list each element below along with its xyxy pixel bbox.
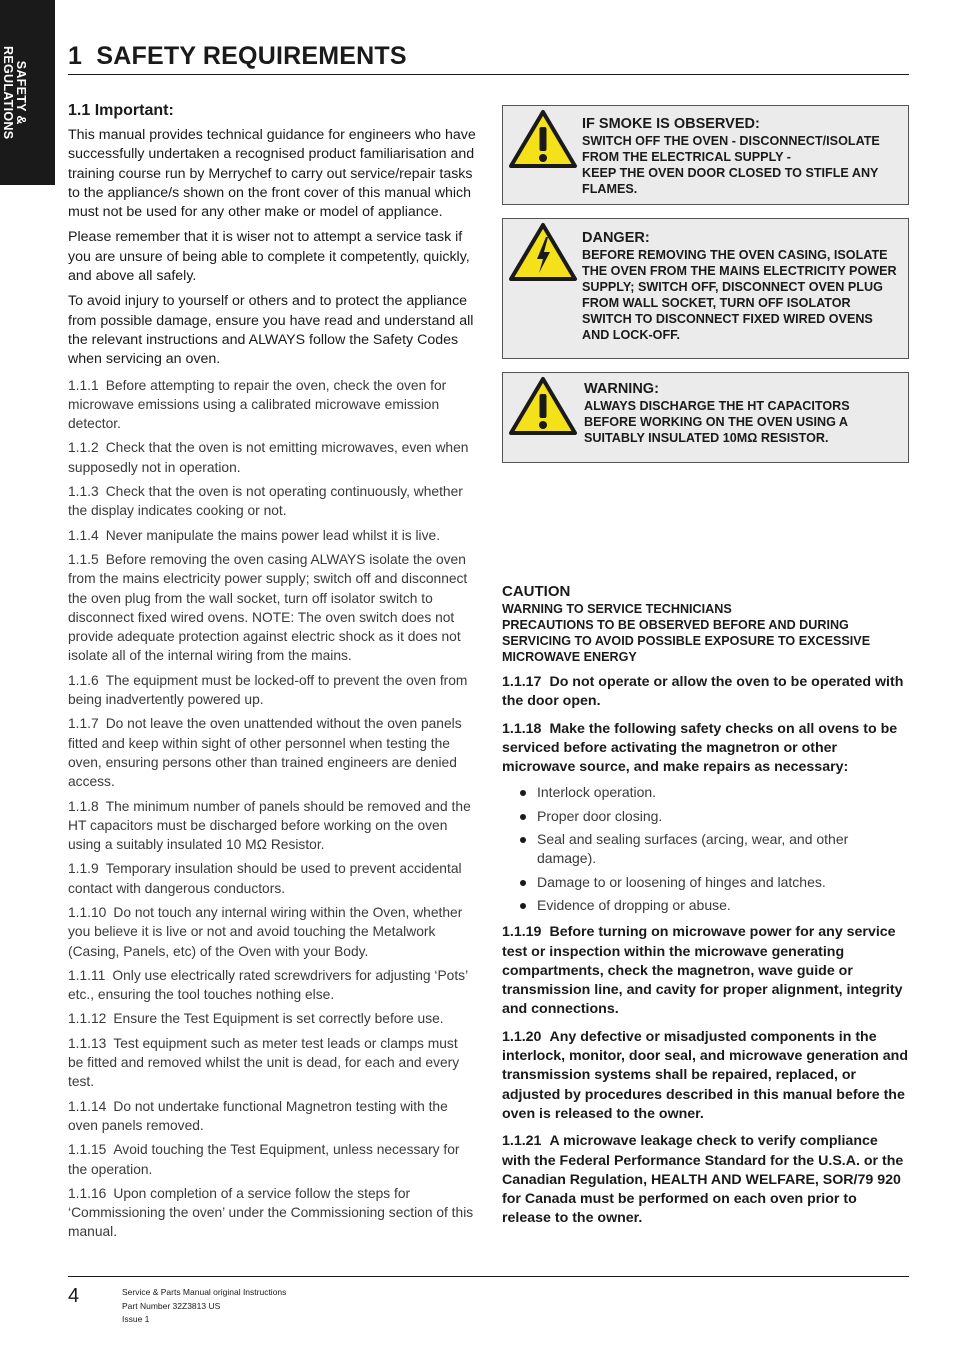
item-number: 1.1.15: [68, 1142, 107, 1158]
intro-paragraph: To avoid injury to yourself or others and to protect the appliance from possible damage, ensure you have read and understand all the relevant instructions and ALWAYS follow the Safety Codes when servicing an oven.: [68, 293, 474, 368]
requirement-item: [68, 1184, 476, 1242]
list-item: [502, 873, 909, 892]
item-number: 1.1.13: [68, 1035, 107, 1051]
footer-line: Part Number 32Z3813 US: [122, 1300, 221, 1311]
important-section: [68, 102, 476, 1247]
rule-item: [502, 1028, 909, 1124]
item-number: 1.1.11: [68, 967, 106, 983]
intro-paragraph: This manual provides technical guidance for engineers who have successfully undertaken a recognised product familiarisation and training course run by Merrychef to carry out service/repair tasks to the appliance/s shown on the front cover of this manual which must not be used for any other make or model of appliance.: [68, 127, 476, 221]
item-text: Temporary insulation should be used to prevent accidental contact with dangerous conductors.: [68, 861, 462, 896]
side-tab-label: SAFETY & REGULATIONS: [1, 46, 28, 140]
rule-text: Any defective or misadjusted components in the interlock, monitor, door seal, and microwave generation and transmission systems shall be repaired, replaced, or adjusted by procedures described in this manual before the oven is released to the owner.: [502, 1028, 909, 1122]
item-text: Before attempting to repair the oven, check the oven for microwave emissions using a calibrated microwave emission detector.: [68, 377, 447, 432]
exclamation-icon: [508, 109, 578, 174]
smoke-warning-text: [582, 116, 902, 197]
footer-info: [122, 1286, 286, 1327]
warning-line: BEFORE REMOVING THE OVEN CASING, ISOLATE THE OVEN FROM THE MAINS ELECTRICITY POWER SUPPLY; SWITCH OFF, DISCONNECT OVEN PLUG FROM WALL SOCKET, TURN OFF ISOLATOR SWITCH TO DISCONNECT FIXED WIRED OVENS AND LOCK-OFF.: [582, 248, 897, 342]
requirement-item: [68, 376, 476, 434]
rule-item: [502, 923, 909, 1019]
warning-title: IF SMOKE IS OBSERVED:: [582, 116, 760, 132]
requirement-item: [68, 1140, 476, 1179]
item-text: Do not touch any internal wiring within the Oven, whether you believe it is live or not and avoid touching the Metalwork (Casing, Panels, etc) of the Oven with your Body.: [68, 904, 463, 959]
item-number: 1.1.10: [68, 904, 107, 920]
footer-line: Service & Parts Manual original Instructions: [122, 1287, 287, 1297]
item-number: 1.1.4: [68, 527, 99, 543]
rule-text: Before turning on microwave power for any service test or inspection within the microwave generating compartments, check the magnetron, wave guide or transmission line, and cavity for proper alignment, integrity and connections.: [502, 924, 903, 1018]
title-divider: [68, 74, 909, 75]
requirement-item: [68, 1009, 476, 1028]
bullet-icon: [520, 790, 526, 796]
item-text: Only use electrically rated screwdrivers for adjusting ‘Pots’ etc., ensuring the tool touches nothing else.: [68, 967, 468, 1003]
check-text: Proper door closing.: [537, 807, 663, 824]
item-text: Before removing the oven casing ALWAYS isolate the oven from the mains electricity power supply; switch off and disconnect the oven plug from the wall socket, turn off isolator switch to disconnect fixed wired ovens. NOTE: The oven switch does not provide adequate protection against electric shock as it does not isolate all of the internal wiring from the mains.: [68, 551, 468, 664]
chapter-title: SAFETY REQUIREMENTS: [96, 42, 407, 70]
item-text: Check that the oven is not operating continuously, whether the display indicates cooking or not.: [68, 484, 463, 519]
requirement-item: [68, 482, 476, 521]
item-text: Check that the oven is not emitting microwaves, even when supposedly not in operation.: [68, 440, 469, 475]
requirement-item: [68, 714, 476, 791]
check-text: Seal and sealing surfaces (arcing, wear, and other damage).: [537, 831, 849, 867]
requirement-item: [68, 526, 476, 545]
footer-line: Issue 1: [122, 1314, 150, 1325]
danger-box: [502, 218, 909, 359]
requirement-item: [68, 1097, 476, 1136]
rule-text: Do not operate or allow the oven to be operated with the door open.: [502, 674, 904, 710]
side-section-tab: [0, 0, 55, 185]
list-item: [502, 896, 909, 915]
item-number: 1.1.12: [68, 1011, 107, 1027]
rule-text: Make the following safety checks on all ovens to be serviced before activating the magnetron or other microwave source, and make repairs as necessary:: [502, 720, 898, 776]
caution-line: PRECAUTIONS TO BE OBSERVED BEFORE AND DURING SERVICING TO AVOID POSSIBLE EXPOSURE TO EXCESSIVE MICROWAVE ENERGY: [502, 618, 871, 664]
capacitor-warning-text: [584, 381, 902, 446]
bullet-icon: [520, 814, 526, 820]
item-number: 1.1.3: [68, 484, 99, 500]
high-voltage-icon: [508, 222, 578, 287]
capacitor-warning-box: [502, 372, 909, 463]
rule-text: A microwave leakage check to verify compliance with the Federal Performance Standard for the U.S.A. or the Canadian Regulation, HEALTH AND WELFARE, SOR/79 920 for Canada must be performed on each oven prior to release to the owner.: [502, 1133, 904, 1227]
item-number: 1.1.7: [68, 716, 99, 732]
smoke-warning-box: [502, 105, 909, 205]
item-text: Do not undertake functional Magnetron testing with the oven panels removed.: [68, 1098, 448, 1133]
check-text: Evidence of dropping or abuse.: [537, 896, 731, 913]
rule-item: [502, 720, 909, 778]
list-item: [502, 807, 909, 826]
bullet-icon: [520, 837, 526, 843]
bullet-icon: [520, 880, 526, 886]
bullet-icon: [520, 903, 526, 909]
requirement-item: [68, 859, 476, 898]
item-number: 1.1.1: [68, 377, 99, 393]
item-text: Do not leave the oven unattended without the oven panels fitted and keep within sight of other personnel when testing the oven, ensuring persons other than trained engineers are denied access.: [68, 716, 462, 790]
check-text: Damage to or loosening of hinges and latches.: [537, 873, 826, 890]
item-text: Test equipment such as meter test leads or clamps must be fitted and removed whilst the unit is dead, for each and every test.: [68, 1035, 460, 1090]
warning-line: KEEP THE OVEN DOOR CLOSED TO STIFLE ANY FLAMES.: [582, 166, 879, 196]
rule-number: 1.1.19: [502, 924, 542, 941]
warning-line: SWITCH OFF THE OVEN - DISCONNECT/ISOLATE FROM THE ELECTRICAL SUPPLY -: [582, 134, 880, 164]
footer-divider: [68, 1276, 909, 1277]
requirement-item: [68, 966, 476, 1005]
item-text: Ensure the Test Equipment is set correctly before use.: [113, 1011, 444, 1027]
requirement-item: [68, 438, 476, 477]
warning-boxes: [502, 105, 909, 476]
requirement-item: [68, 903, 476, 961]
requirement-item: [68, 1034, 476, 1092]
intro-paragraph: Please remember that it is wiser not to attempt a service task if you are unsure of being able to complete it competently, quickly, and above all safely.: [68, 229, 470, 285]
chapter-number: 1: [68, 42, 83, 70]
caution-line: WARNING TO SERVICE TECHNICIANS: [502, 602, 732, 616]
rule-number: 1.1.20: [502, 1028, 542, 1045]
item-number: 1.1.9: [68, 861, 99, 877]
safety-check-list: [502, 783, 909, 915]
list-item: [502, 830, 909, 869]
page-title: [68, 42, 407, 71]
exclamation-icon: [508, 376, 578, 441]
item-text: Avoid touching the Test Equipment, unless necessary for the operation.: [68, 1142, 460, 1177]
warning-line: ALWAYS DISCHARGE THE HT CAPACITORS BEFORE WORKING ON THE OVEN USING A SUITABLY INSULATED 10MΩ RESISTOR.: [584, 399, 850, 445]
item-number: 1.1.14: [68, 1098, 107, 1114]
check-text: Interlock operation.: [537, 784, 657, 801]
warning-title: WARNING:: [584, 381, 659, 397]
caution-title: CAUTION: [502, 583, 571, 600]
rule-item: [502, 673, 909, 712]
item-number: 1.1.16: [68, 1185, 107, 1201]
caution-section: [502, 583, 909, 1235]
rule-number: 1.1.17: [502, 674, 542, 690]
rule-number: 1.1.21: [502, 1133, 542, 1150]
item-number: 1.1.6: [68, 672, 99, 688]
list-item: [502, 783, 909, 802]
rule-number: 1.1.18: [502, 720, 542, 737]
requirement-item: [68, 797, 476, 855]
item-text: The equipment must be locked-off to prevent the oven from being inadvertently powered up.: [68, 672, 468, 708]
item-text: The minimum number of panels should be removed and the HT capacitors must be discharged before working on the oven using a suitably insulated 10 MΩ Resistor.: [68, 798, 471, 853]
warning-title: DANGER:: [582, 230, 650, 246]
item-number: 1.1.8: [68, 798, 99, 814]
danger-text: [582, 230, 902, 343]
item-text: Upon completion of a service follow the steps for ‘Commissioning the oven’ under the Commissioning section of this manual.: [68, 1185, 474, 1240]
item-number: 1.1.5: [68, 551, 99, 567]
requirement-item: [68, 550, 476, 666]
requirement-item: [68, 671, 476, 710]
section-heading: 1.1 Important:: [68, 102, 174, 119]
item-text: Never manipulate the mains power lead whilst it is live.: [105, 527, 441, 543]
rule-item: [502, 1132, 909, 1228]
item-number: 1.1.2: [68, 440, 99, 456]
page-number: 4: [68, 1285, 80, 1307]
